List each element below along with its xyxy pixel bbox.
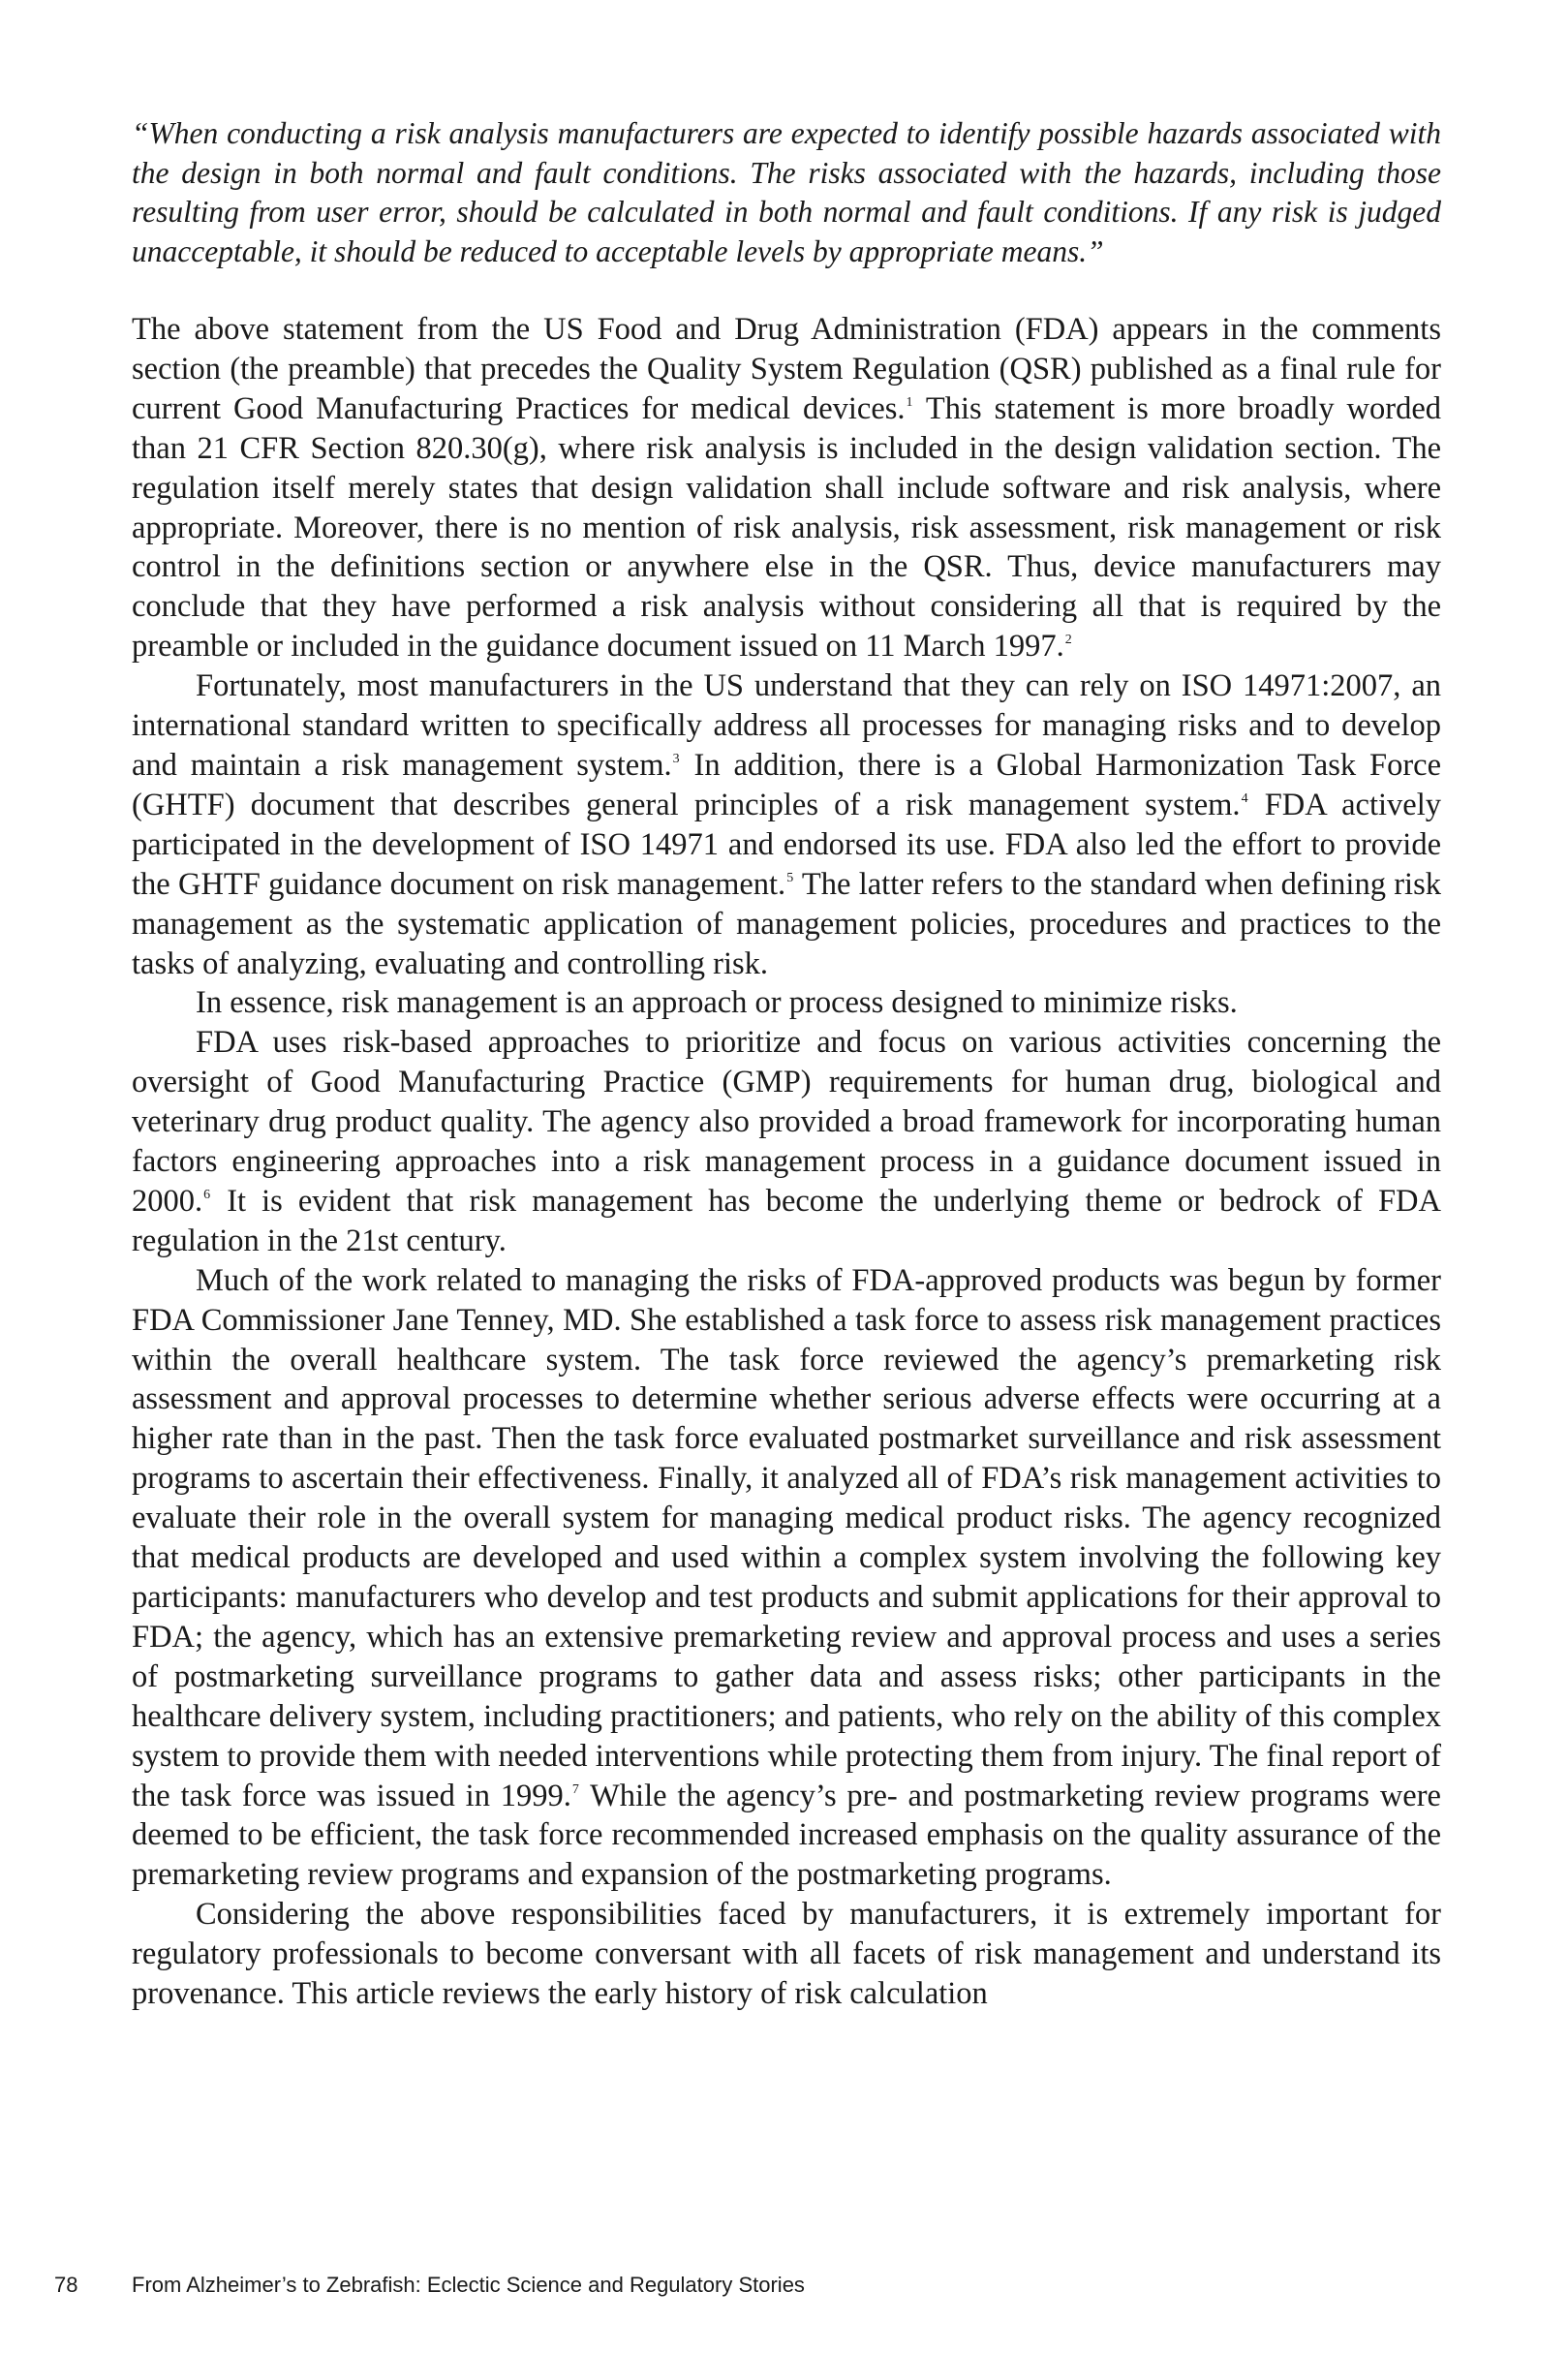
paragraph-text: Considering the above responsibilities faced by manufacturers, it is extremely important for regulatory professionals to become conversant with all facets of risk management and understand its provenance. This article reviews the early history of risk calculation	[132, 1897, 1441, 2012]
paragraph-text: FDA actively participated in the development of ISO 14971 and endorsed its use. FDA also led the effort to provide the GHTF guidance document on risk management.	[132, 787, 1441, 902]
paragraph-text: In addition, there is a Global Harmonization Task Force (GHTF) document that describes general principles of a risk management system.	[132, 747, 1441, 822]
paragraph-text: It is evident that risk management has become the underlying theme or bedrock of FDA regulation in the 21st century.	[132, 1183, 1441, 1258]
footnote-ref: 6	[203, 1187, 211, 1202]
footnote-ref: 1	[906, 394, 913, 410]
paragraph-text: Fortunately, most manufacturers in the US understand that they can rely on ISO 14971:2007, an international standard written to specifically address all processes for managing risks and to develop and maintain a risk management system.	[132, 668, 1441, 783]
paragraph-5	[132, 1261, 1441, 1896]
paragraph-text: While the agency’s pre- and postmarketing review programs were deemed to be efficient, the task force recommended increased emphasis on the quality assurance of the premarketing review programs and expansion of the postmarketing programs.	[132, 1778, 1441, 1893]
footnote-ref: 5	[786, 870, 794, 885]
paragraph-text: The latter refers to the standard when defining risk management as the systematic application of management policies, procedures and practices to the tasks of analyzing, evaluating and controlling risk.	[132, 866, 1441, 981]
page-body	[132, 114, 1441, 2014]
paragraph-text: This statement is more broadly worded than 21 CFR Section 820.30(g), where risk analysis is included in the design validation section. The regulation itself merely states that design validation shall include software and risk analysis, where appropriate. Moreover, there is no mention of risk analysis, risk assessment, risk management or risk control in the definitions section or anywhere else in the QSR. Thus, device manufacturers may conclude that they have performed a risk analysis without considering all that is required by the preamble or included in the guidance document issued on 11 March 1997.	[132, 390, 1442, 665]
footnote-ref: 3	[672, 751, 680, 766]
footnote-ref: 7	[571, 1781, 579, 1797]
paragraph-3	[132, 983, 1441, 1023]
paragraph-text: The above statement from the US Food and Drug Administration (FDA) appears in the comments section (the preamble) that precedes the Quality System Regulation (QSR) published as a final rule for current Good Manufacturing Practices for medical devices.	[132, 312, 1441, 426]
paragraph-2	[132, 666, 1441, 983]
paragraph-4	[132, 1023, 1441, 1260]
paragraph-6	[132, 1895, 1441, 2014]
footnote-ref: 2	[1064, 633, 1072, 648]
paragraph-text: In essence, risk management is an approach or process designed to minimize risks.	[196, 985, 1238, 1021]
footnote-ref: 4	[1241, 790, 1248, 806]
paragraph-text: FDA uses risk-based approaches to prioritize and focus on various activities concerning the oversight of Good Manufacturing Practice (GMP) requirements for human drug, biological and veterinary drug product quality. The agency also provided a broad framework for incorporating human factors engineering approaches into a risk management process in a guidance document issued in 2000.	[132, 1025, 1441, 1219]
epigraph-quote: “When conducting a risk analysis manufacturers are expected to identify possible hazards associated with the design in both normal and fault conditions. The risks associated with the hazards, including those resulting from user error, should be calculated in both normal and fault conditions. If any risk is judged unacceptable, it should be reduced to acceptable levels by appropriate means.”	[132, 116, 1441, 268]
paragraph-text: Much of the work related to managing the risks of FDA-approved products was begun by former FDA Commissioner Jane Tenney, MD. She established a task force to assess risk management practices within the overall healthcare system. The task force reviewed the agency’s premarketing risk assessment and approval processes to determine whether serious adverse effects were occurring at a higher rate than in the past. Then the task force evaluated postmarket surveillance and risk assessment programs to ascertain their effectiveness. Finally, it analyzed all of FDA’s risk management activities to evaluate their role in the overall system for managing medical product risks. The agency recognized that medical products are developed and used within a complex system involving the following key participants: manufacturers who develop and test products and submit applications for their approval to FDA; the agency, which has an extensive premarketing review and approval process and uses a series of postmarketing surveillance programs to gather data and assess risks; other participants in the healthcare delivery system, including practitioners; and patients, who rely on the ability of this complex system to provide them with needed interventions while protecting them from injury. The final report of the task force was issued in 1999.	[132, 1262, 1441, 1813]
paragraph-1	[132, 310, 1441, 666]
running-title: From Alzheimer’s to Zebrafish: Eclectic Science and Regulatory Stories	[132, 2273, 805, 2297]
page-number: 78	[54, 2273, 78, 2297]
